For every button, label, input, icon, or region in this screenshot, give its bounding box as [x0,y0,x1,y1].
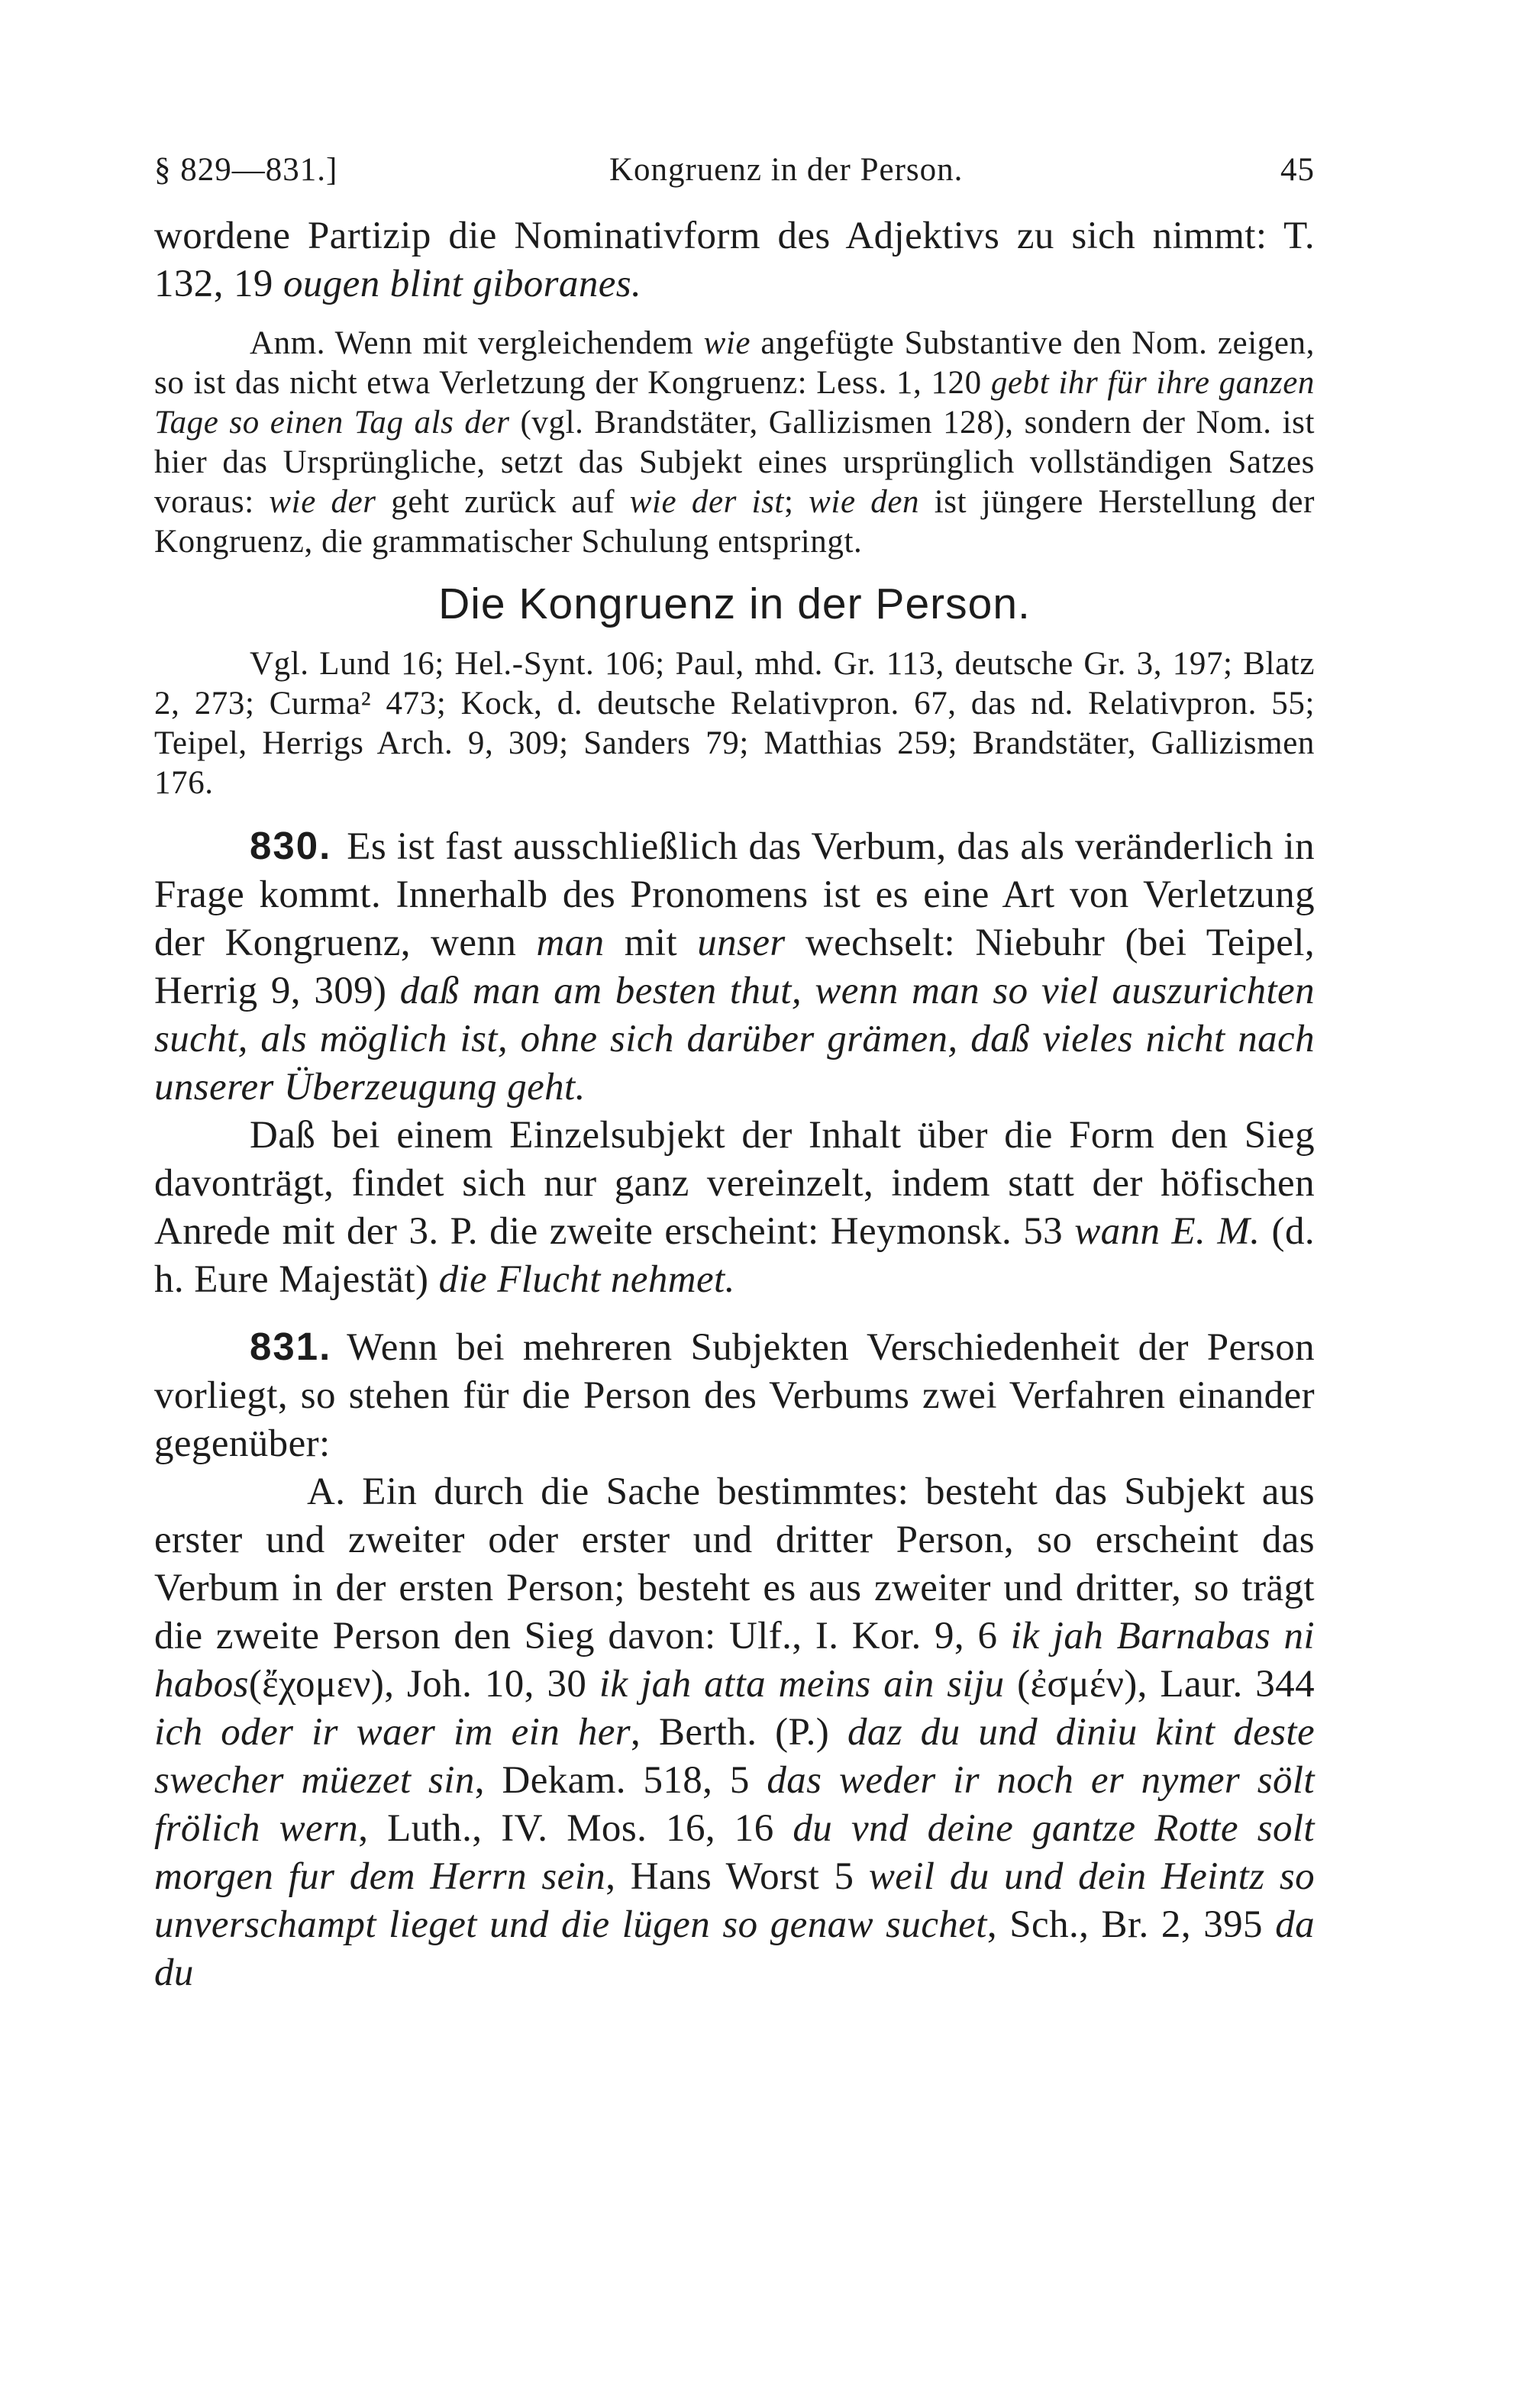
section-number-830: 830. [250,824,332,867]
section-heading: Die Kongruenz in der Person. [438,579,1031,628]
section-831-point-a: A. Ein durch die Sache bestimmtes: besteht das Subjekt aus erster und zweiter oder erster und dritter Person, so erscheint das Verbum in der ersten Person; besteht es aus zweiter und dritter, so trägt die zweite Person den Sieg davon: Ulf., I. Kor. 9, 6 ik jah Barnabas ni habos(ἔχομεν), Joh. 10, 30 ik jah atta meins ain siju (ἐσμέν), Laur. 344 ich oder ir waer im ein her, Berth. (P.) daz du und diniu kint deste swecher müezet sin, Dekam. 518, 5 das weder ir noch er nymer sölt frölich wern, Luth., IV. Mos. 16, 16 du vnd deine gantze Rotte solt morgen fur dem Herrn sein, Hans Worst 5 weil du und dein Heintz so unverschampt lieget und die lügen so genaw suchet, Sch., Br. 2, 395 da du [154,1470,1315,1994]
annotation-paragraph: Anm. Wenn mit vergleichendem wie angefügte Substantive den Nom. zeigen, so ist das nicht etwa Verletzung der Kongruenz: Less. 1, 120 gebt ihr für ihre ganzen Tage so einen Tag als der (vgl. Brandstäter, Gallizismen 128), sondern der Nom. ist hier das Ursprüngliche, setzt das Subjekt eines ursprünglich vollständigen Satzes voraus: wie der geht zurück auf wie der ist; wie den ist jüngere Herstellung der Kongruenz, die grammatischer Schulung entspringt. [154,325,1316,560]
page [154,151,1315,1997]
section-831-paragraph: 831. Wenn bei mehreren Subjekten Verschiedenheit der Person vorliegt, so stehen für die Person des Verbums zwei Verfahren einander gegenüber: [154,1325,1315,1465]
section-range: § 829—831.] [154,152,338,188]
references-paragraph: Vgl. Lund 16; Hel.-Synt. 106; Paul, mhd. Gr. 113, deutsche Gr. 3, 197; Blatz 2, 273; Curma² 473; Kock, d. deutsche Relativpron. 67, das nd. Relativpron. 55; Teipel, Herrigs Arch. 9, 309; Sanders 79; Matthias 259; Brandstäter, Gallizismen 176. [154,646,1315,801]
section-number-831: 831. [250,1325,332,1368]
paragraph-continuation: wordene Partizip die Nominativform des Adjektivs zu sich nimmt: T. 132, 19 ougen blint giboranes. [154,215,1315,305]
section-830-paragraph: 830. Es ist fast ausschließlich das Verbum, das als veränderlich in Frage kommt. Innerhalb des Pronomens ist es eine Art von Verletzung der Kongruenz, wenn man mit unser wechselt: Niebuhr (bei Teipel, Herrig 9, 309) daß man am besten thut, wenn man so viel auszurichten sucht, als möglich ist, ohne sich darüber grämen, daß vieles nicht nach unserer Überzeugung geht. [154,824,1315,1109]
running-header [154,151,1315,212]
page-number: 45 [1280,152,1315,188]
running-title: Kongruenz in der Person. [609,152,964,188]
section-830-second-paragraph: Daß bei einem Einzelsubjekt der Inhalt über die Form den Sieg davonträgt, findet sich nur ganz vereinzelt, indem statt der höfischen Anrede mit der 3. P. die zweite erscheint: Heymonsk. 53 wann E. M. (d. h. Eure Majestät) die Flucht nehmet. [154,1114,1315,1301]
